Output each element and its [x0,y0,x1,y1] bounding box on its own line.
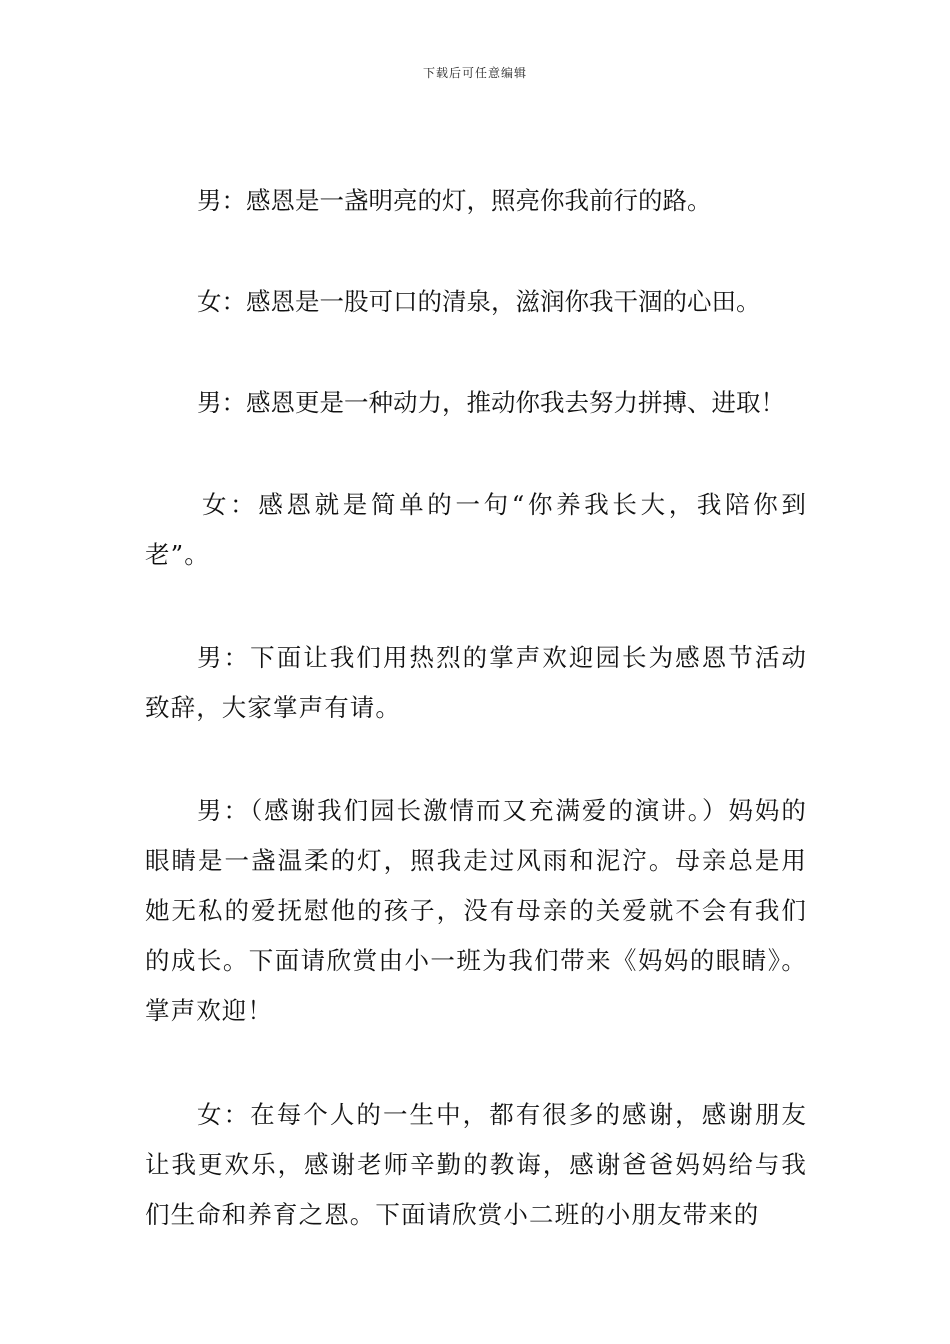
paragraph: 男：感恩是一盏明亮的灯，照亮你我前行的路。 [197,186,712,215]
paragraph: 女：感恩是一股可口的清泉，滋润你我干涸的心田。 [197,287,761,316]
document-body [145,176,807,1240]
paragraph: 女：在每个人的一生中，都有很多的感谢，感谢朋友让我更欢乐，感谢老师辛勤的教诲，感谢爸爸妈妈给与我们生命和养育之恩。下面请欣赏小二班的小朋友带来的 [145,1100,807,1229]
paragraph: 男：下面让我们用热烈的掌声欢迎园长为感恩节活动致辞，大家掌声有请。 [145,643,807,722]
page-header: 下载后可任意编辑 [422,66,527,80]
paragraph: 女：感恩就是简单的一句“你养我长大，我陪你到老”。 [145,490,807,569]
paragraph: 男：感恩更是一种动力，推动你我去努力拼搏、进取！ [197,388,785,417]
paragraph: 男：（感谢我们园长激情而又充满爱的演讲。）妈妈的眼睛是一盏温柔的灯，照我走过风雨和泥泞。母亲总是用她无私的爱抚慰他的孩子，没有母亲的关爱就不会有我们的成长。下面请欣赏由小一班为我们带来《妈妈的眼睛》。掌声欢迎！ [145,796,807,1025]
